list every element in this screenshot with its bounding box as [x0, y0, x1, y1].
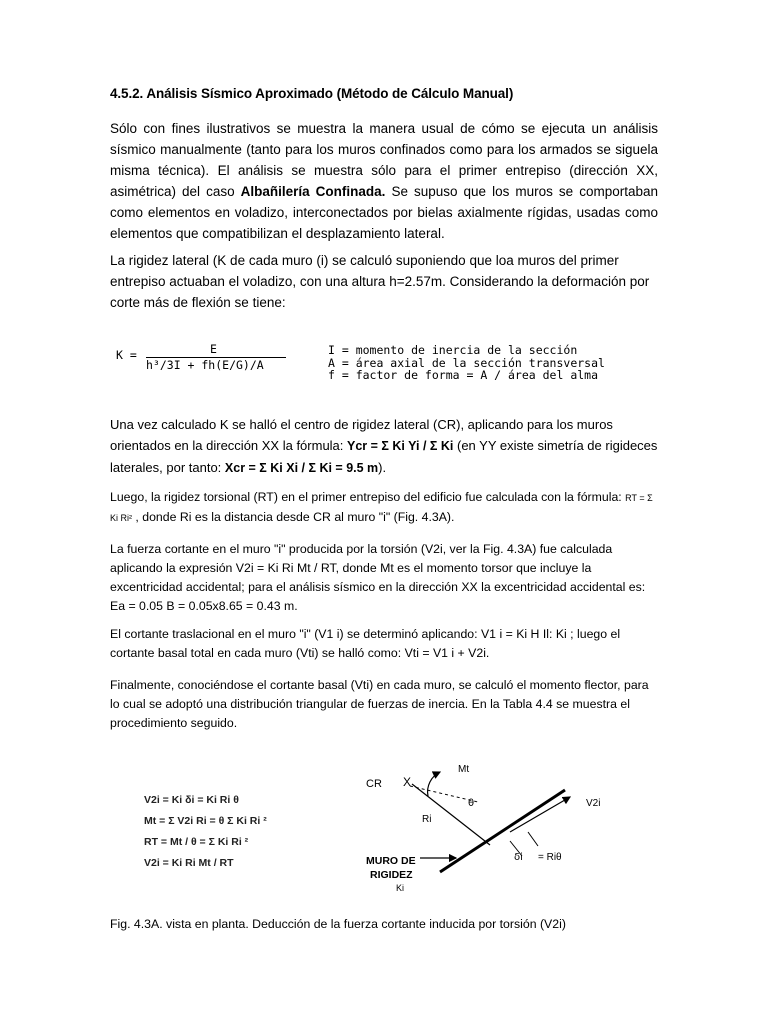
delta-tick-2 [528, 832, 538, 846]
paragraph-rigidity: La rigidez lateral (K de cada muro (i) se calculó suponiendo que loa muros del primer entrepiso actuaban el voladizo, con una altura h=2.57m. Considerando la deformación por corte más de flexión se tiene: [110, 253, 650, 310]
paragraph-torsion-shear: La fuerza cortante en el muro "i" producida por la torsión (V2i, ver la Fig. 4.3A) fue calculada aplicando la expresión V2i = Ki Ri Mt / RT, donde Mt es el momento torsor que incluye la excentricidad accidental; para el análisis sísmico en la dirección XX la excentricidad accidental es: Ea = 0.05 B = 0.05x8.65 = 0.43 m. [110, 542, 646, 613]
figure-caption: Fig. 4.3A. vista en planta. Deducción de la fuerza cortante inducida por torsión (V2i) [110, 917, 566, 931]
moment-arrow [428, 772, 440, 796]
cr-text-mid: (en YY existe simetría de rigideces laterales, por tanto: [110, 438, 658, 475]
cr-text: Una vez calculado K se halló el centro de rigidez lateral (CR), aplicando para los muros orientados en la dirección XX la fórmula: [110, 417, 613, 453]
k-formula-numerator: E [210, 342, 217, 356]
intro-text: Sólo con fines ilustrativos se muestra la manera usual de cómo se ejecuta un análisis sísmico manualmente (tanto para los muros confinados como para los armados se siguela misma técnica). El análisis se muestra sólo para el primer entrepiso (dirección XX, asimétrica) del caso [110, 121, 658, 199]
paragraph-center-rigidity [110, 414, 658, 479]
paragraph-torsional-rigidity [110, 488, 658, 528]
paragraph-translational-shear: El cortante traslacional en el muro "i" (V1 i) se determinó aplicando: V1 i = Ki H Il: Ki ; luego el cortante basal total en cada muro (Vti) se halló como: Vti = V1 i + V2i. [110, 627, 621, 660]
k-formula-denominator: h³/3I + fh(E/G)/A [146, 358, 264, 372]
definition-i: I = momento de inercia de la sección [328, 343, 578, 357]
cr-label: CR [366, 778, 382, 790]
intro-text-end: Se supuso que los muros se comportaban como elementos en voladizo, interconectados por bielas axialmente rígidas, usadas como elementos que compatibilizan el desplazamiento lateral. [110, 184, 658, 241]
torsion-diagram [110, 750, 658, 900]
wall-label-1: MURO DE [366, 855, 416, 867]
xcr-formula: Xcr = Σ Ki Xi / Σ Ki = 9.5 m [224, 461, 379, 475]
k-formula-definitions [328, 344, 605, 382]
cr-text-end: ). [378, 460, 387, 475]
rt-text: Luego, la rigidez torsional (RT) en el primer entrepiso del edificio fue calculada con la fórmula: [110, 490, 626, 504]
intro-bold: Albañilería Confinada. [240, 184, 386, 199]
x-label: X [403, 775, 412, 789]
ri-label: Ri [422, 814, 432, 825]
paragraph-bending-moment: Finalmente, conociéndose el cortante basal (Vti) en cada muro, se calculó el momento flector, para lo cual se adoptó una distribución triangular de fuerzas de inercia. En la Tabla 4.4 se muestra el procedimiento seguido. [110, 678, 649, 730]
figure-4-3a [110, 750, 658, 900]
equation-3: RT = Mt / θ = Σ Ki Ri ² [144, 836, 249, 848]
wall-label-3: Ki [396, 883, 405, 893]
mt-label: Mt [458, 764, 470, 775]
section-heading: 4.5.2. Análisis Sísmico Aproximado (Método de Cálculo Manual) [110, 86, 514, 101]
equation-2: Mt = Σ V2i Ri = θ Σ Ki Ri ² [144, 815, 267, 827]
equation-1: V2i = Ki δi = Ki Ri θ [144, 794, 239, 806]
ycr-formula: Ycr = Σ Ki Yi / Σ Ki [347, 439, 454, 453]
theta-label: θ [468, 798, 475, 809]
delta-label: δi [514, 852, 523, 863]
wall-label-2: RIGIDEZ [370, 869, 413, 881]
rt-formula: RT = Σ Ki Ri² [110, 493, 653, 523]
rt-text-end: , donde Ri es la distancia desde CR al muro "i" (Fig. 4.3A). [132, 510, 455, 524]
k-formula [116, 344, 656, 384]
v2i-arrow [510, 797, 570, 832]
v2i-label: V2i [586, 798, 601, 809]
delta-equation: = Riθ [538, 852, 562, 863]
equation-4: V2i = Ki Ri Mt / RT [144, 857, 234, 869]
k-formula-lhs: K = [116, 348, 137, 362]
definition-a: A = área axial de la sección transversal [328, 355, 605, 370]
definition-f: f = factor de forma = A / área del alma [328, 368, 599, 382]
paragraph-intro [110, 118, 658, 244]
